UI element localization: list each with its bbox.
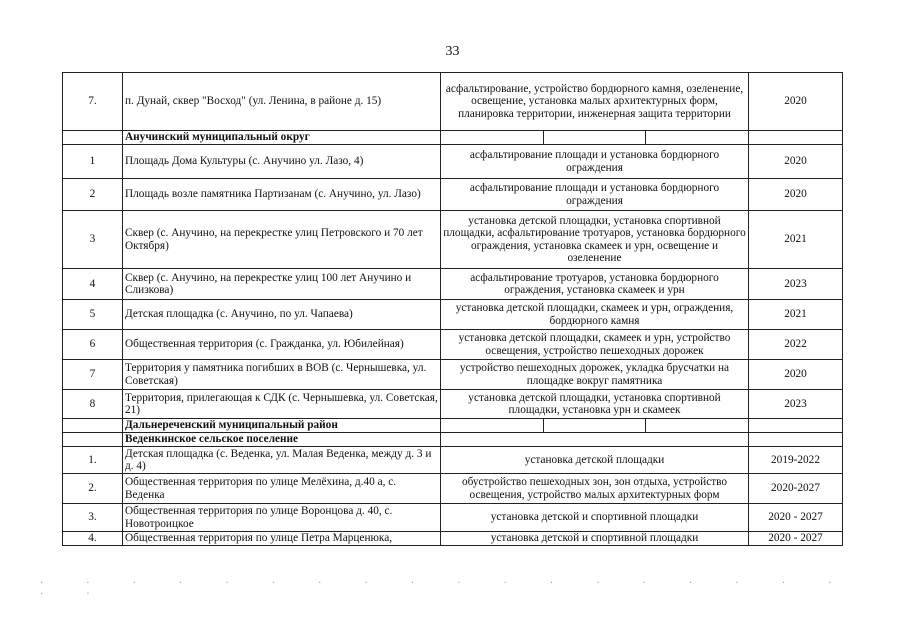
territory-name: Общественная территория по улице Воронцова д. 40, с. Новотроицкое bbox=[123, 504, 441, 532]
scan-noise: · · · · · · · · · · · · · · · · · · · · bbox=[40, 578, 852, 600]
work-description: устройство пешеходных дорожек, укладка брусчатки на площадке вокруг памятника bbox=[441, 360, 749, 390]
section-title: Веденкинское сельское поселение bbox=[123, 433, 441, 447]
row-number: 1 bbox=[63, 145, 123, 179]
table-row bbox=[63, 269, 843, 300]
territory-name: Сквер (с. Анучино, на перекрестке улиц 100 лет Анучино и Слизкова) bbox=[123, 269, 441, 300]
table-row bbox=[63, 504, 843, 532]
work-description: установка детской площадки, установка спортивной площадки, асфальтирование тротуаров, установка бордюрного ограждения, установка скамеек и урн, освещение и озеленение bbox=[441, 211, 749, 269]
table-row bbox=[63, 447, 843, 474]
row-number: 5 bbox=[63, 300, 123, 330]
implementation-year: 2022 bbox=[749, 330, 843, 360]
table-row bbox=[63, 330, 843, 360]
implementation-year: 2023 bbox=[749, 269, 843, 300]
territory-name: Детская площадка (с. Веденка, ул. Малая Веденка, между д. 3 и д. 4) bbox=[123, 447, 441, 474]
table-row bbox=[63, 532, 843, 546]
territory-name: п. Дунай, сквер "Восход" (ул. Ленина, в районе д. 15) bbox=[123, 73, 441, 131]
implementation-year: 2021 bbox=[749, 211, 843, 269]
work-description: установка детской площадки, скамеек и урн, ограждения, бордюрного камня bbox=[441, 300, 749, 330]
implementation-year: 2020 bbox=[749, 360, 843, 390]
work-description: установка детской площадки, скамеек и урн, устройство освещения, устройство пешеходных дорожек bbox=[441, 330, 749, 360]
implementation-year: 2023 bbox=[749, 390, 843, 419]
work-description: асфальтирование тротуаров, установка бордюрного ограждения, установка скамеек и урн bbox=[441, 269, 749, 300]
table-row bbox=[63, 474, 843, 504]
section-row bbox=[63, 131, 843, 145]
territory-name: Общественная территория по улице Мелёхина, д.40 а, с. Веденка bbox=[123, 474, 441, 504]
table-row bbox=[63, 145, 843, 179]
territory-name: Территория у памятника погибших в ВОВ (с. Чернышевка, ул. Советская) bbox=[123, 360, 441, 390]
territory-name: Площадь Дома Культуры (с. Анучино ул. Лазо, 4) bbox=[123, 145, 441, 179]
table-row bbox=[63, 73, 843, 131]
territory-name: Площадь возле памятника Партизанам (с. Анучино, ул. Лазо) bbox=[123, 179, 441, 211]
table-row bbox=[63, 211, 843, 269]
territory-name: Территория, прилегающая к СДК (с. Чернышевка, ул. Советская, 21) bbox=[123, 390, 441, 419]
row-number: 8 bbox=[63, 390, 123, 419]
implementation-year: 2019-2022 bbox=[749, 447, 843, 474]
row-number: 6 bbox=[63, 330, 123, 360]
row-number: 7. bbox=[63, 73, 123, 131]
territory-name: Общественная территория по улице Петра Марценюка, bbox=[123, 532, 441, 546]
work-description: асфальтирование площади и установка бордюрного ограждения bbox=[441, 145, 749, 179]
section-row bbox=[63, 433, 843, 447]
table-row bbox=[63, 179, 843, 211]
work-description: установка детской площадки, установка спортивной площадки, установка урн и скамеек bbox=[441, 390, 749, 419]
section-row bbox=[63, 419, 843, 433]
table-row bbox=[63, 300, 843, 330]
page-number: 33 bbox=[445, 44, 460, 59]
work-description: установка детской и спортивной площадки bbox=[441, 504, 749, 532]
work-description: асфальтирование, устройство бордюрного камня, озеленение, освещение, установка малых архитектурных форм, планировка территории, инженерная защита территории bbox=[441, 73, 749, 131]
implementation-year: 2021 bbox=[749, 300, 843, 330]
work-description: установка детской и спортивной площадки bbox=[441, 532, 749, 546]
row-number: 2 bbox=[63, 179, 123, 211]
table-row bbox=[63, 390, 843, 419]
row-number: 2. bbox=[63, 474, 123, 504]
implementation-year: 2020 - 2027 bbox=[749, 504, 843, 532]
work-description: установка детской площадки bbox=[441, 447, 749, 474]
implementation-year: 2020 - 2027 bbox=[749, 532, 843, 546]
section-title: Анучинский муниципальный округ bbox=[123, 131, 441, 145]
implementation-year: 2020 bbox=[749, 145, 843, 179]
work-description: обустройство пешеходных зон, зон отдыха, устройство освещения, устройство малых архитектурных форм bbox=[441, 474, 749, 504]
work-description: асфальтирование площади и установка бордюрного ограждения bbox=[441, 179, 749, 211]
implementation-year: 2020 bbox=[749, 179, 843, 211]
implementation-year: 2020-2027 bbox=[749, 474, 843, 504]
row-number: 7 bbox=[63, 360, 123, 390]
table-row bbox=[63, 360, 843, 390]
territory-name: Детская площадка (с. Анучино, по ул. Чапаева) bbox=[123, 300, 441, 330]
row-number: 4. bbox=[63, 532, 123, 546]
section-title: Дальнереченский муниципальный район bbox=[123, 419, 441, 433]
territory-name: Сквер (с. Анучино, на перекрестке улиц Петровского и 70 лет Октября) bbox=[123, 211, 441, 269]
row-number: 3 bbox=[63, 211, 123, 269]
territory-name: Общественная территория (с. Гражданка, ул. Юбилейная) bbox=[123, 330, 441, 360]
program-table bbox=[62, 72, 843, 546]
row-number: 4 bbox=[63, 269, 123, 300]
row-number: 1. bbox=[63, 447, 123, 474]
implementation-year: 2020 bbox=[749, 73, 843, 131]
row-number: 3. bbox=[63, 504, 123, 532]
